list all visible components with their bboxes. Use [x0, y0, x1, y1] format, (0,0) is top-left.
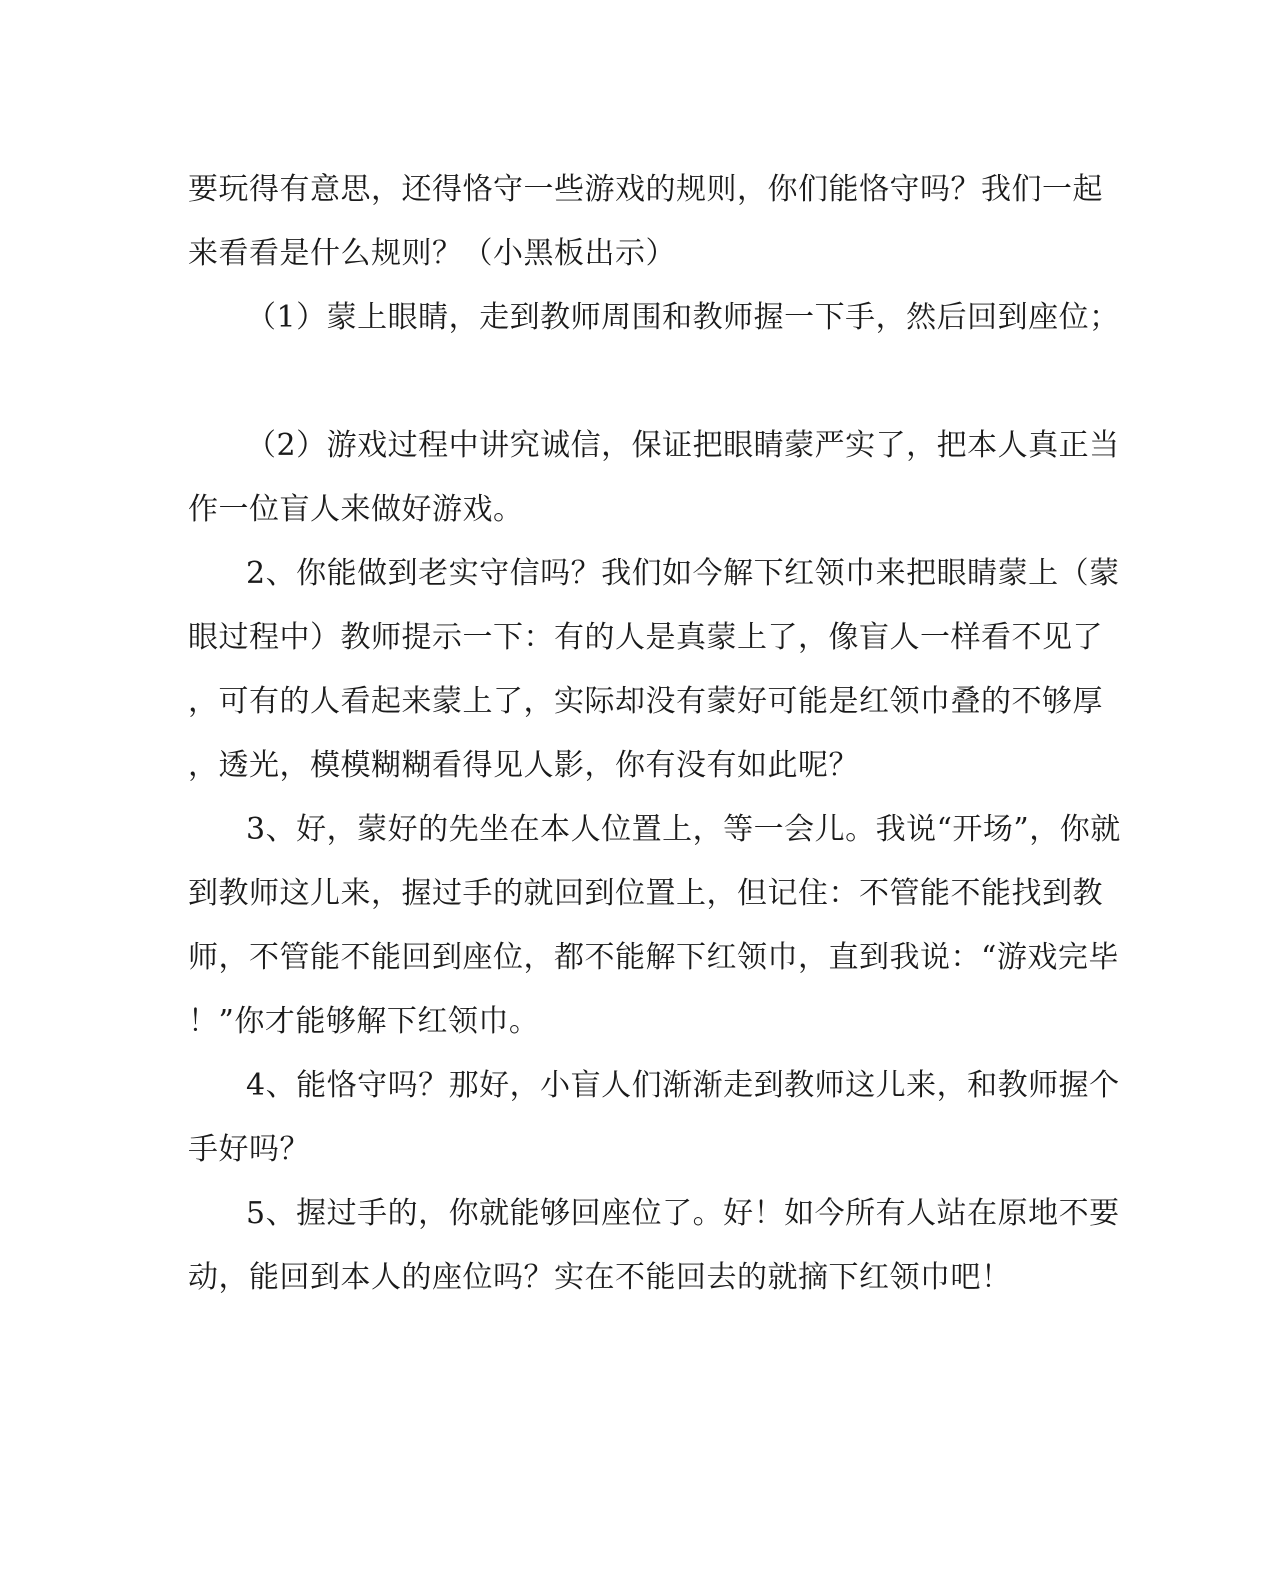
- text-line: 手好吗？: [188, 1132, 310, 1167]
- text-line: ，可有的人看起来蒙上了，实际却没有蒙好可能是红领巾叠的不够厚: [188, 684, 1103, 719]
- text-line: 要玩得有意思，还得恪守一些游戏的规则，你们能恪守吗？我们一起: [188, 172, 1103, 207]
- text-line: 来看看是什么规则？（小黑板出示）: [188, 236, 676, 271]
- text-line: 3、好，蒙好的先坐在本人位置上，等一会儿。我说“开场”，你就: [246, 812, 1121, 847]
- text-line: （2）游戏过程中讲究诚信，保证把眼睛蒙严实了，把本人真正当: [246, 428, 1120, 463]
- text-line: 师，不管能不能回到座位，都不能解下红领巾，直到我说：“游戏完毕: [188, 940, 1119, 975]
- text-line: 动，能回到本人的座位吗？实在不能回去的就摘下红领巾吧！: [188, 1260, 1012, 1295]
- text-line: 5、握过手的，你就能够回座位了。好！如今所有人站在原地不要: [246, 1196, 1120, 1231]
- text-line: 4、能恪守吗？那好，小盲人们渐渐走到教师这儿来，和教师握个: [246, 1068, 1120, 1103]
- text-line: ！”你才能够解下红领巾。: [188, 1004, 540, 1039]
- text-line: 到教师这儿来，握过手的就回到位置上，但记住：不管能不能找到教: [188, 876, 1103, 911]
- text-line: （1）蒙上眼睛，走到教师周围和教师握一下手，然后回到座位；: [246, 300, 1120, 335]
- text-line: 作一位盲人来做好游戏。: [188, 492, 524, 527]
- text-line: ，透光，模模糊糊看得见人影，你有没有如此呢？: [188, 748, 859, 783]
- text-line: 2、你能做到老实守信吗？我们如今解下红领巾来把眼睛蒙上（蒙: [246, 556, 1120, 591]
- text-line: 眼过程中）教师提示一下：有的人是真蒙上了，像盲人一样看不见了: [188, 620, 1103, 655]
